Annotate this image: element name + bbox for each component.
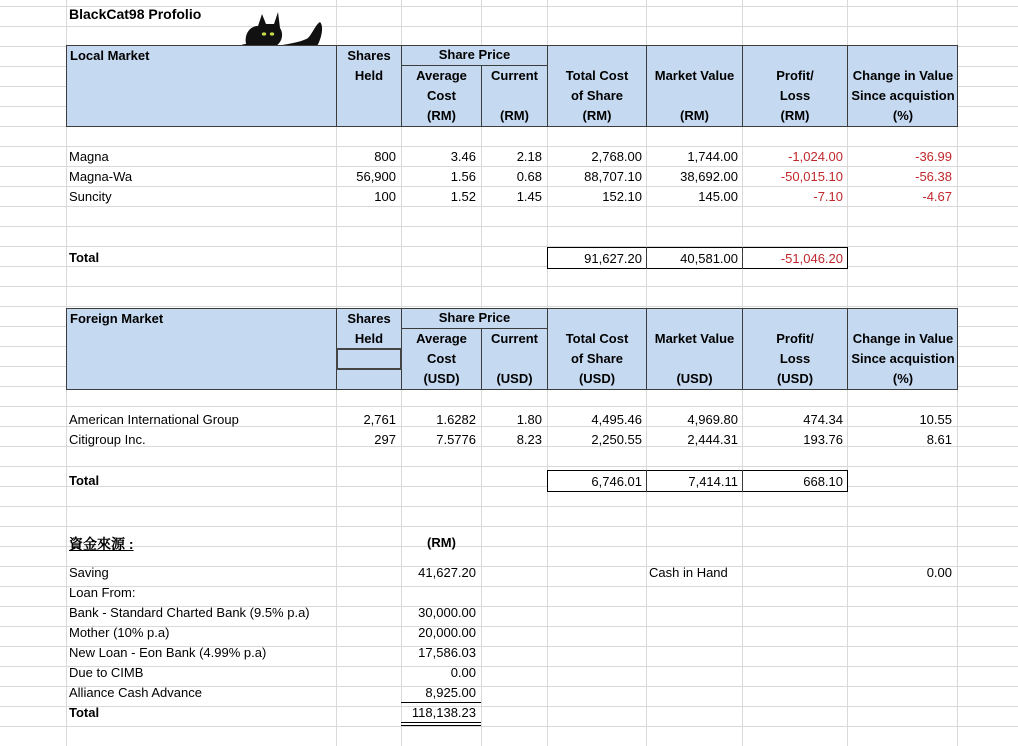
cell-name: Citigroup Inc. — [69, 432, 146, 447]
cell-avg-cost: 1.6282 — [436, 412, 476, 427]
col-total-cost: Total Cost — [565, 68, 629, 83]
cell-name: American International Group — [69, 412, 239, 427]
col-profit-loss: Profit/ — [776, 68, 814, 83]
fcol-market-value: Market Value — [654, 331, 735, 346]
col-avg-cost-2: Cost — [427, 88, 456, 103]
foreign-total-profit: 668.10 — [803, 474, 843, 489]
funds-value: 30,000.00 — [418, 605, 476, 620]
funds-heading: 資金來源 : — [69, 536, 134, 552]
funds-label: Bank - Standard Charted Bank (9.5% p.a) — [69, 605, 310, 620]
col-avg-cost-3: (RM) — [427, 108, 456, 123]
funds-label: Alliance Cash Advance — [69, 685, 202, 700]
foreign-market-label: Foreign Market — [70, 311, 164, 326]
funds-value: 17,586.03 — [418, 645, 476, 660]
cell-shares: 297 — [374, 432, 396, 447]
cell-change-pct: 10.55 — [919, 412, 952, 427]
funds-value: 41,627.20 — [418, 565, 476, 580]
cell-avg-cost: 1.52 — [450, 189, 476, 204]
cell-current-price: 0.68 — [516, 169, 542, 184]
col-change-2: Since acquistion — [851, 88, 955, 103]
cell-avg-cost: 1.56 — [450, 169, 476, 184]
fcol-shares-held-2: Held — [354, 331, 384, 346]
col-market-value: Market Value — [654, 68, 735, 83]
local-total-market-value: 40,581.00 — [680, 251, 738, 266]
cell-avg-cost: 3.46 — [450, 149, 476, 164]
col-shares-held-2: Held — [354, 68, 384, 83]
funds-label: Loan From: — [69, 585, 136, 600]
funds-value: 0.00 — [450, 665, 476, 680]
cell-change-pct: -4.67 — [922, 189, 952, 204]
local-market-label: Local Market — [70, 48, 150, 63]
col-total-cost-3: (RM) — [582, 108, 612, 123]
fcol-total-cost-3: (USD) — [578, 371, 616, 386]
col-avg-cost: Average — [416, 68, 467, 83]
cash-in-hand-label: Cash in Hand — [649, 565, 728, 580]
fcol-change-3: (%) — [892, 371, 914, 386]
fcol-profit-loss: Profit/ — [776, 331, 814, 346]
fcol-avg-cost-2: Cost — [427, 351, 456, 366]
cell-profit-loss: 193.76 — [803, 432, 843, 447]
col-share-price: Share Price — [438, 47, 511, 62]
sheet-title: BlackCat98 Profolio — [69, 6, 202, 22]
cell-shares: 100 — [374, 189, 396, 204]
funds-unit: (RM) — [427, 535, 456, 550]
local-total-profit: -51,046.20 — [780, 251, 843, 266]
cell-market-value: 38,692.00 — [680, 169, 738, 184]
subtotal-rule — [401, 702, 481, 703]
cell-name: Magna — [69, 149, 109, 164]
fcol-share-price: Share Price — [438, 310, 511, 325]
col-change-3: (%) — [892, 108, 914, 123]
fcol-change-2: Since acquistion — [851, 351, 955, 366]
cell-total-cost: 2,250.55 — [591, 432, 642, 447]
cell-shares: 2,761 — [363, 412, 396, 427]
cell-profit-loss: -7.10 — [813, 189, 843, 204]
cell-avg-cost: 7.5776 — [436, 432, 476, 447]
fcol-profit-loss-2: Loss — [779, 351, 811, 366]
col-current: Current — [491, 68, 538, 83]
cell-market-value: 145.00 — [698, 189, 738, 204]
col-market-value-2: (RM) — [680, 108, 709, 123]
col-current-2: (RM) — [500, 108, 529, 123]
col-total-cost-2: of Share — [570, 88, 623, 103]
cell-total-cost: 152.10 — [602, 189, 642, 204]
fcol-shares-held: Shares — [347, 311, 391, 326]
cell-shares: 56,900 — [356, 169, 396, 184]
funds-label: Saving — [69, 565, 109, 580]
fcol-current-2: (USD) — [496, 371, 533, 386]
cell-total-cost: 88,707.10 — [584, 169, 642, 184]
cell-current-price: 2.18 — [516, 149, 542, 164]
funds-value: 118,138.23 — [411, 705, 476, 720]
fcol-profit-loss-3: (USD) — [776, 371, 814, 386]
cell-change-pct: -56.38 — [915, 169, 952, 184]
cell-profit-loss: -50,015.10 — [780, 169, 843, 184]
funds-value: 8,925.00 — [425, 685, 476, 700]
cell-name: Magna-Wa — [69, 169, 133, 184]
local-total-cost: 91,627.20 — [584, 251, 642, 266]
cell-total-cost: 4,495.46 — [591, 412, 642, 427]
foreign-total-market-value: 7,414.11 — [688, 474, 738, 489]
funds-value — [402, 583, 476, 603]
foreign-total-label: Total — [69, 473, 100, 488]
cell-profit-loss: -1,024.00 — [788, 149, 843, 164]
cell-current-price: 1.80 — [516, 412, 542, 427]
cell-market-value: 1,744.00 — [687, 149, 738, 164]
cell-name: Suncity — [69, 189, 112, 204]
fcol-total-cost-2: of Share — [570, 351, 623, 366]
col-profit-loss-3: (RM) — [780, 108, 810, 123]
fcol-total-cost: Total Cost — [565, 331, 629, 346]
cell-market-value: 2,444.31 — [687, 432, 738, 447]
cell-current-price: 8.23 — [516, 432, 542, 447]
cell-market-value: 4,969.80 — [687, 412, 738, 427]
cell-current-price: 1.45 — [516, 189, 542, 204]
col-profit-loss-2: Loss — [779, 88, 811, 103]
funds-label: Mother (10% p.a) — [69, 625, 170, 640]
cell-profit-loss: 474.34 — [803, 412, 843, 427]
local-total-label: Total — [69, 250, 100, 265]
funds-label: New Loan - Eon Bank (4.99% p.a) — [69, 645, 267, 660]
funds-label: Total — [69, 705, 100, 720]
cell-change-pct: 8.61 — [926, 432, 952, 447]
cash-in-hand-value: 0.00 — [926, 565, 952, 580]
cell-shares: 800 — [374, 149, 396, 164]
col-shares-held: Shares — [347, 48, 391, 63]
selected-cell[interactable] — [336, 348, 402, 370]
fcol-avg-cost-3: (USD) — [423, 371, 460, 386]
funds-value: 20,000.00 — [418, 625, 476, 640]
fcol-change: Change in Value — [852, 331, 954, 346]
cell-total-cost: 2,768.00 — [591, 149, 642, 164]
fcol-avg-cost: Average — [416, 331, 467, 346]
funds-label: Due to CIMB — [69, 665, 144, 680]
foreign-total-cost: 6,746.01 — [591, 474, 642, 489]
cell-change-pct: -36.99 — [915, 149, 952, 164]
fcol-market-value-2: (USD) — [676, 371, 713, 386]
col-change: Change in Value — [852, 68, 954, 83]
total-double-rule — [401, 722, 481, 726]
fcol-current: Current — [491, 331, 538, 346]
